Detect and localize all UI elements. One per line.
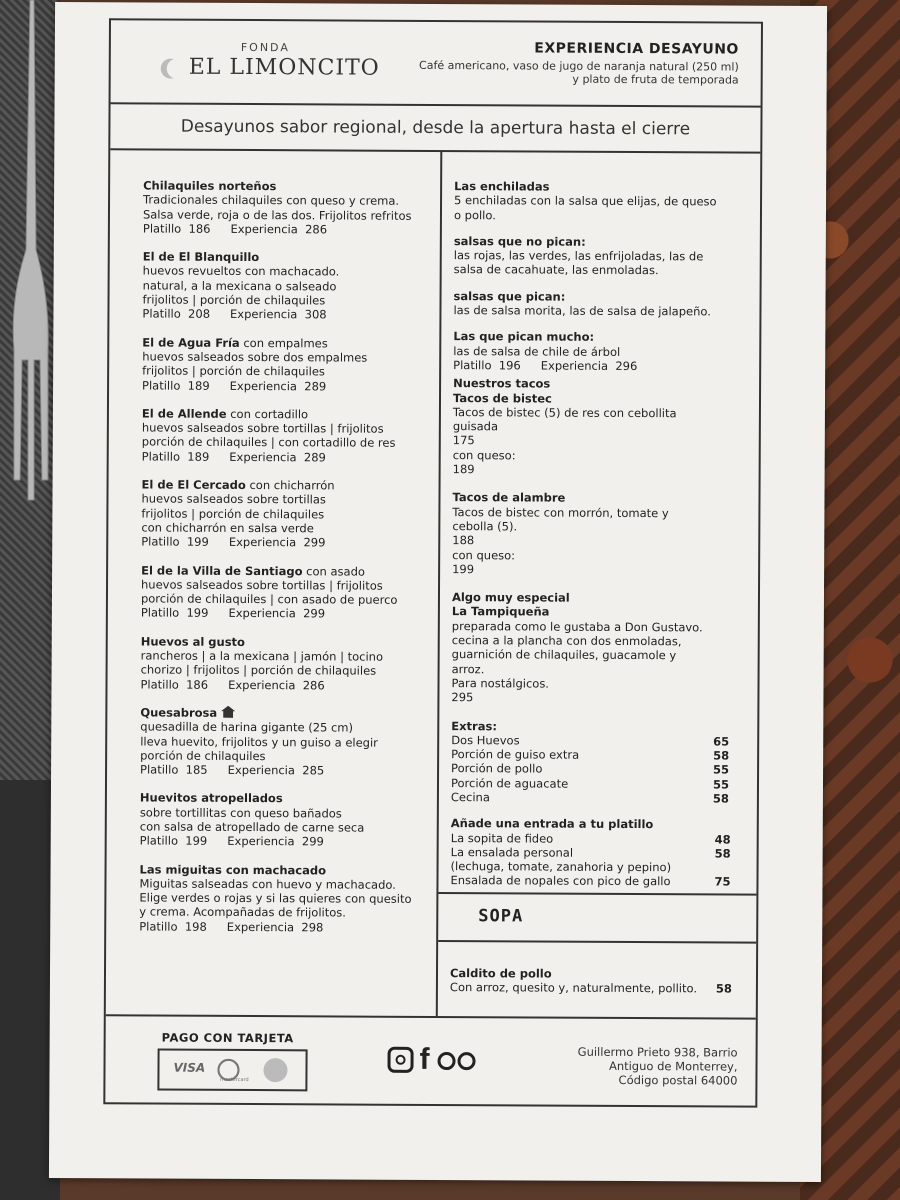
house-icon — [221, 706, 235, 718]
platillo-label: Platillo — [140, 762, 179, 777]
menu-item-name — [141, 634, 431, 650]
visa-icon: VISA — [173, 1060, 206, 1075]
experiencia-label: Experiencia — [228, 606, 296, 621]
platillo-label: Platillo — [139, 833, 179, 848]
item-prices — [140, 834, 430, 850]
menu-item — [140, 705, 430, 778]
item-description: quesadilla de harina gigante (25 cm) — [140, 719, 354, 735]
soup-name: Caldito de pollo — [449, 966, 552, 981]
address-line: Antiguo de Monterrey, — [608, 1058, 738, 1074]
item-title: Chilaquiles norteños — [143, 178, 277, 194]
experiencia-label: Experiencia — [540, 358, 609, 373]
tacos-line: Tacos de bistec (5) de res con cebollita — [452, 404, 677, 421]
platillo-label: Platillo — [142, 306, 181, 322]
tacos-price: 189 — [452, 462, 475, 477]
entrada-row — [451, 859, 731, 875]
especial-line: guarnición de chilaquiles, guacamole y — [451, 647, 677, 663]
alambre-section — [452, 490, 732, 577]
especial-price: 295 — [451, 690, 474, 705]
menu-item — [139, 862, 429, 935]
menu-item — [142, 250, 432, 323]
tacos-line: con queso: — [452, 447, 516, 463]
pican-mucho-section — [453, 329, 733, 373]
menu-item-name — [142, 477, 432, 493]
especial-line: cecina a la plancha con dos enmoladas, — [451, 633, 682, 649]
alambre-price: 188 — [452, 533, 475, 548]
platillo-price: 186 — [186, 677, 209, 692]
entrada-row — [451, 845, 731, 861]
extra-label: Porción de pollo — [451, 761, 543, 776]
experiencia-price: 299 — [303, 606, 326, 621]
extras-row — [451, 747, 729, 763]
experiencia-label: Experiencia — [228, 535, 297, 550]
menu-item — [141, 477, 431, 550]
item-description: rancheros | a la mexicana | jamón | tocino — [140, 648, 384, 664]
experiencia-price: 286 — [302, 677, 325, 693]
alambre-line: cebolla (5). — [452, 519, 518, 534]
item-description: porción de chilaquiles — [140, 748, 266, 763]
item-title-extra: con asado — [302, 563, 365, 579]
menu-item — [141, 563, 431, 622]
item-prices — [143, 221, 433, 237]
experiencia-price: 308 — [304, 307, 327, 322]
item-title: Huevos al gusto — [140, 634, 246, 649]
extras-row — [451, 761, 729, 777]
tacos-subtitle: Tacos de bistec — [452, 390, 552, 406]
tripadvisor-icon — [435, 1046, 479, 1074]
item-description: huevos salseados sobre dos empalmes — [142, 349, 368, 365]
platillo-price: 196 — [498, 358, 521, 373]
entrada-price: 58 — [714, 846, 731, 861]
experiencia-label: Experiencia — [229, 449, 297, 465]
menu-item-name — [140, 791, 430, 807]
entrada-row — [451, 831, 731, 847]
alambre-line: con queso: — [452, 547, 516, 562]
item-prices — [142, 307, 432, 323]
item-description: natural, a la mexicana o salseado — [142, 278, 337, 294]
platillo-price: 199 — [186, 606, 209, 621]
platillo-price: 189 — [187, 378, 210, 393]
extra-label: Porción de guiso extra — [451, 747, 580, 762]
pican-section — [453, 289, 733, 319]
item-description: con salsa de atropellado de carne seca — [139, 819, 365, 835]
experiencia-label: Experiencia — [228, 677, 296, 692]
item-description: Elige verdes o rojas y si las quieres con quesito — [139, 890, 412, 907]
item-prices — [139, 919, 429, 935]
experience-title: EXPERIENCIA DESAYUNO — [534, 40, 739, 58]
item-prices — [142, 378, 432, 394]
menu-frame — [103, 18, 763, 1107]
item-title: El de El Cercado — [141, 477, 246, 493]
extras-row — [451, 733, 729, 749]
address — [537, 1045, 737, 1088]
left-menu-column — [139, 178, 433, 949]
platillo-price: 198 — [184, 919, 207, 934]
experiencia-price: 286 — [305, 222, 328, 237]
item-prices — [140, 763, 430, 779]
extra-price: 55 — [713, 762, 730, 777]
item-title: El de Agua Fría — [142, 335, 240, 350]
moon-logo-icon — [161, 59, 181, 79]
extras-section — [451, 719, 729, 806]
menu-header — [111, 20, 761, 107]
pican-mucho-line: las de salsa de chile de árbol — [453, 343, 621, 359]
item-title-extra: con chicharrón — [245, 478, 335, 493]
platillo-price: 199 — [185, 833, 208, 849]
experiencia-price: 285 — [302, 763, 325, 778]
alambre-title: Tacos de alambre — [452, 490, 566, 506]
experience-description: Café americano, vaso de jugo de naranja natural (250 ml) y plato de fruta de temporada — [419, 58, 739, 87]
item-description: Tradicionales chilaquiles con queso y crema. — [143, 192, 400, 209]
soup-row — [450, 980, 732, 995]
extras-row — [451, 776, 729, 792]
experiencia-price: 299 — [301, 834, 324, 849]
no-pican-line: salsa de cacahuate, las enmoladas. — [453, 262, 659, 278]
experiencia-price: 289 — [304, 378, 327, 393]
tacos-price: 175 — [452, 433, 475, 448]
platillo-label: Platillo — [140, 605, 180, 621]
item-title: Huevitos atropellados — [139, 790, 283, 806]
soup-divider-mid — [438, 940, 756, 944]
column-divider — [436, 152, 443, 1016]
extra-price: 65 — [713, 734, 730, 749]
menu-item-name — [140, 705, 430, 721]
tacos-section — [453, 376, 734, 478]
especial-title: Algo muy especial — [451, 590, 570, 605]
item-description: frijolitos | porción de chilaquiles — [142, 292, 326, 308]
menu-item-name — [142, 406, 432, 422]
experiencia-label: Experiencia — [227, 762, 295, 778]
extras-row — [451, 790, 729, 806]
alambre-price: 199 — [452, 561, 475, 577]
experiencia-label: Experiencia — [229, 307, 298, 322]
item-title: El de El Blanquillo — [142, 249, 260, 265]
item-title: Quesabrosa — [140, 705, 218, 720]
menu-item — [143, 178, 433, 237]
soup-description: Con arroz, quesito y, naturalmente, pollito. — [449, 980, 698, 996]
payment-cards — [157, 1049, 307, 1092]
item-description: porción de chilaquiles | con asado de puerco — [140, 591, 398, 607]
especial-subtitle: La Tampiqueña — [451, 604, 550, 620]
pican-mucho-prices — [453, 358, 733, 374]
especial-line: preparada como le gustaba a Don Gustavo. — [451, 618, 703, 635]
extra-label: Cecina — [450, 790, 490, 805]
item-prices — [142, 449, 432, 465]
mastercard-icon — [217, 1057, 251, 1083]
pican-line: las de salsa morita, las de salsa de jalapeño. — [453, 303, 711, 319]
platillo-price: 186 — [188, 221, 211, 236]
platillo-price: 189 — [187, 449, 210, 464]
especial-line: arroz. — [451, 661, 485, 676]
item-description: huevos salseados sobre tortillas | frijolitos — [140, 577, 383, 593]
menu-paper — [49, 2, 827, 1182]
item-description: lleva huevito, frijolitos y un guiso a elegir — [140, 733, 378, 750]
footer-divider — [106, 1014, 756, 1019]
mastercard-label: mastercard — [220, 1076, 249, 1084]
item-prices — [140, 677, 430, 693]
extra-label: Dos Huevos — [451, 732, 520, 748]
tacos-title: Nuestros tacos — [453, 376, 551, 391]
item-description: y crema. Acompañadas de frijolitos. — [139, 904, 346, 920]
extras-title: Extras: — [451, 718, 497, 733]
menu-item-name — [140, 862, 430, 878]
entrada-price: 75 — [714, 874, 731, 890]
menu-item — [142, 406, 432, 465]
platillo-price: 199 — [186, 534, 209, 550]
item-description: sobre tortillitas con queso bañados — [139, 805, 342, 821]
enchiladas-section — [454, 179, 734, 223]
menu-item-name — [143, 250, 433, 266]
item-description: huevos salseados sobre tortillas | frijolitos — [141, 420, 384, 436]
no-pican-line: las rojas, las verdes, las enfrijoladas, las de — [453, 248, 704, 264]
tagline: Desayunos sabor regional, desde la apertura hasta el cierre — [110, 104, 760, 153]
item-description: con chicharrón en salsa verde — [141, 520, 314, 536]
experiencia-label: Experiencia — [226, 919, 295, 935]
item-prices — [141, 535, 431, 551]
menu-item — [142, 335, 432, 394]
menu-item — [140, 791, 430, 850]
especial-line: Para nostálgicos. — [451, 675, 550, 691]
enchiladas-line: o pollo. — [453, 207, 496, 222]
experiencia-price: 296 — [615, 358, 638, 374]
extra-label: Porción de aguacate — [450, 775, 569, 791]
pican-title: salsas que pican: — [453, 288, 566, 304]
no-pican-title: salsas que no pican: — [453, 233, 586, 249]
instagram-icon — [387, 1047, 413, 1073]
entrada-label: (lechuga, tomate, zanahoria y pepino) — [450, 859, 672, 875]
extra-price: 58 — [712, 791, 729, 806]
platillo-label: Platillo — [453, 358, 492, 373]
right-menu-column — [450, 179, 734, 901]
entrada-price: 48 — [714, 832, 731, 847]
entrada-row — [450, 874, 730, 890]
entrada-label: La ensalada personal — [450, 844, 574, 860]
alambre-line: Tacos de bistec con morrón, tomate y — [452, 504, 669, 520]
soup-label: SOPA — [478, 906, 524, 927]
menu-item-name — [141, 563, 431, 579]
item-description: Miguitas salseadas con huevo y machacado. — [139, 876, 396, 892]
platillo-label: Platillo — [141, 534, 180, 549]
platillo-label: Platillo — [139, 919, 178, 934]
address-line: Guillermo Prieto 938, Barrio — [577, 1044, 738, 1060]
no-pican-section — [454, 234, 734, 278]
item-description: frijolitos | porción de chilaquiles — [141, 506, 325, 522]
menu-item-name — [143, 178, 433, 194]
experiencia-price: 299 — [303, 535, 326, 550]
item-description: chorizo | frijolitos | porción de chilaquiles — [140, 662, 377, 678]
platillo-label: Platillo — [142, 378, 181, 393]
platillo-label: Platillo — [141, 449, 181, 464]
soup-price: 58 — [715, 981, 732, 996]
especial-section — [451, 590, 732, 706]
address-line: Código postal 64000 — [618, 1072, 738, 1088]
soup-item — [450, 966, 732, 995]
experiencia-price: 298 — [301, 920, 324, 935]
platillo-price: 185 — [185, 762, 208, 777]
entrada-section — [450, 816, 730, 889]
experiencia-label: Experiencia — [227, 834, 295, 849]
entrada-label: Ensalada de nopales con pico de gallo — [450, 873, 671, 889]
logo-subtitle: FONDA — [240, 40, 290, 55]
entrada-label: La sopita de fideo — [450, 830, 554, 846]
menu-item-name — [142, 335, 432, 351]
logo-title: EL LIMONCITO — [188, 54, 380, 81]
pican-mucho-title: Las que pican mucho: — [453, 329, 595, 345]
platillo-label: Platillo — [140, 677, 179, 692]
experiencia-price: 289 — [303, 450, 326, 465]
item-description: frijolitos | porción de chilaquiles — [142, 363, 325, 379]
platillo-label: Platillo — [142, 221, 182, 236]
enchiladas-title: Las enchiladas — [454, 179, 550, 194]
extra-price: 58 — [713, 748, 730, 763]
entrada-title: Añade una entrada a tu platillo — [450, 816, 654, 832]
tacos-line: guisada — [452, 419, 499, 434]
item-title-extra: con empalmes — [239, 335, 328, 351]
item-prices — [141, 606, 431, 622]
experiencia-label: Experiencia — [229, 378, 298, 393]
fork-icon — [0, 0, 60, 520]
amex-icon — [263, 1058, 287, 1082]
experiencia-label: Experiencia — [230, 221, 298, 237]
enchiladas-line: 5 enchiladas con la salsa que elijas, de queso — [454, 193, 717, 209]
payment-title: PAGO CON TARJETA — [161, 1030, 294, 1046]
item-description: huevos revueltos con machacado. — [142, 263, 340, 279]
item-title-extra: con cortadillo — [226, 406, 309, 422]
facebook-icon: f — [419, 1042, 430, 1076]
item-description: porción de chilaquiles | con cortadillo de res — [141, 434, 396, 451]
extra-price: 55 — [712, 777, 730, 792]
platillo-price: 208 — [188, 307, 211, 322]
item-description: Salsa verde, roja o de las dos. Frijolitos refritos — [142, 207, 412, 223]
social-icons — [387, 1042, 479, 1076]
item-title: El de la Villa de Santiago — [141, 562, 303, 578]
menu-item — [140, 634, 430, 693]
item-description: huevos salseados sobre tortillas — [141, 491, 326, 507]
item-title: Las miguitas con machacado — [139, 862, 327, 877]
item-title: El de Allende — [141, 406, 227, 421]
